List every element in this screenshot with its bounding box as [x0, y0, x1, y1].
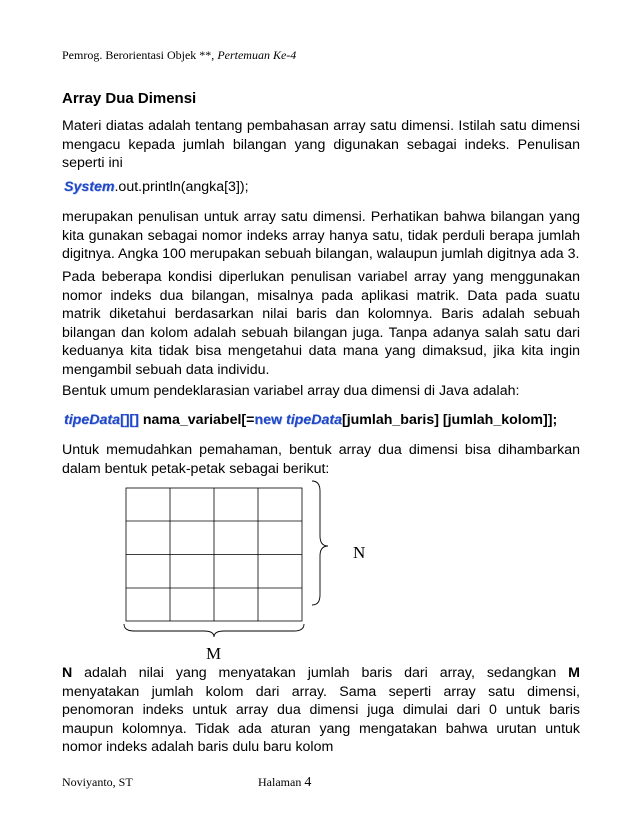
column-brace: [124, 624, 304, 637]
code1-rest: .out.println(angka[3]);: [114, 179, 249, 195]
row-label-n: N: [353, 543, 366, 562]
paragraph-5: Untuk memudahkan pemahaman, bentuk array dua dimensi bisa dihambarkan dalam bentuk petak-petak sebagai berikut:: [62, 442, 580, 477]
code2-type-keyword-2: tipeData: [285, 412, 342, 428]
header-meeting: Pertemuan Ke-4: [217, 48, 297, 62]
paragraph-1: Materi diatas adalah tentang pembahasan array satu dimensi. Istilah satu dimensi mengacu kepada jumlah bilangan yang digunakan sebagai indeks. Penulisan seperti ini: [62, 118, 580, 171]
section-title: Array Dua Dimensi: [62, 90, 197, 107]
paragraph-6: [62, 664, 580, 757]
paragraph-3: Pada beberapa kondisi diperlukan penulisan variabel array yang menggunakan nomor indeks dua bilangan, misalnya pada aplikasi matrik. Data pada suatu matrik diketahui berdasarkan nilai baris dan kolomnya. Baris adalah sebuah bilangan dan kolom adalah sebuah bilangan juga. Tanpa adanya salah satu dari keduanya kita tidak bisa mengetahui data mana yang dimaksud, jika kita ingin mengambil sebuah data individu.: [62, 269, 580, 378]
header-course: Pemrog. Berorientasi Objek **,: [62, 48, 218, 62]
footer-page: [258, 775, 311, 791]
grid: [126, 488, 302, 621]
code2-brackets: [][]: [119, 412, 139, 428]
code2-type-keyword: tipeData: [64, 412, 120, 428]
code1-keyword: System: [64, 179, 115, 195]
row-brace: [312, 481, 328, 605]
paragraph-4: Bentuk umum pendeklarasian variabel array dua dimensi di Java adalah:: [62, 383, 520, 399]
column-label-m: M: [206, 644, 222, 663]
p6-n: N: [62, 665, 73, 681]
code2-mid: nama_variabel[=: [138, 412, 255, 428]
p6-m: M: [568, 665, 580, 681]
footer-page-label: Halaman: [258, 775, 305, 789]
footer-page-number: 4: [304, 775, 312, 790]
footer-author: Noviyanto, ST: [62, 775, 133, 789]
code2-end: [jumlah_baris] [jumlah_kolom]];: [341, 412, 558, 428]
code2-new-keyword: new: [254, 412, 283, 428]
paragraph-2: merupakan penulisan untuk array satu dimensi. Perhatikan bahwa bilangan yang kita gunakan sebagai nomor indeks array hanya satu, tidak perduli berapa jumlah digitnya. Angka 100 merupakan sebuah bilangan, walaupun jumlah digitnya ada 3.: [62, 209, 580, 262]
p6-a: adalah nilai yang menyatakan jumlah baris dari array, sedangkan: [72, 665, 569, 681]
p6-b: menyatakan jumlah kolom dari array. Sama seperti array satu dimensi, penomoran indeks untuk array dua dimensi juga dimulai dari 0 untuk baris maupun kolomnya. Tidak ada aturan yang mengatakan bahwa urutan untuk nomor indeks adalah baris dulu baru kolom: [62, 683, 580, 755]
